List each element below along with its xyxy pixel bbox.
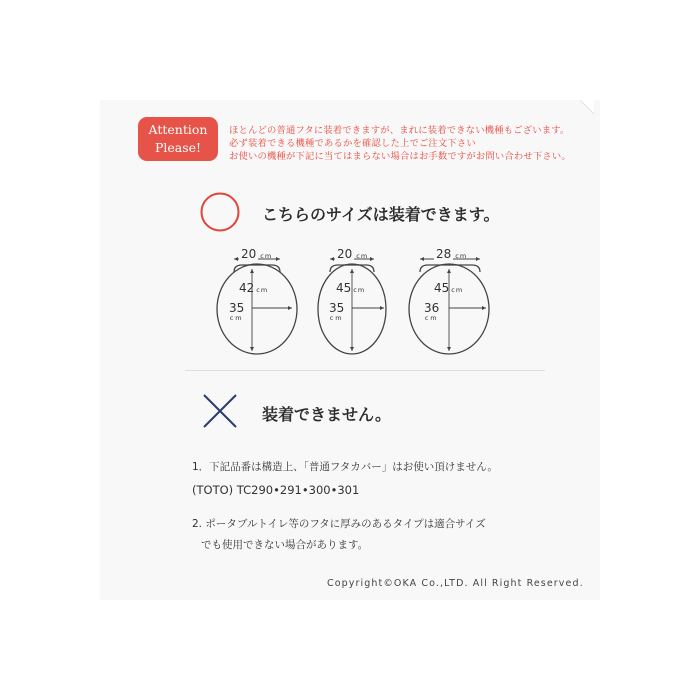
seat2-width: 20 xyxy=(337,247,353,261)
seat3-width-unit: cm xyxy=(455,252,468,260)
seat2-hinge-label xyxy=(329,302,344,322)
attention-message-1: ほとんどの普通フタに装着できますが、まれに装着できない機種もございます。 xyxy=(229,125,570,136)
seat2-hinge: 35 xyxy=(329,301,345,315)
seat1-length-unit: cm xyxy=(256,286,269,294)
seat-diagram-2 xyxy=(312,245,402,360)
attention-message-3: お使いの機種が下記に当てはまらない場合はお手数ですがお問い合わせ下さい。 xyxy=(229,151,571,162)
seat3-width: 28 xyxy=(436,247,452,261)
seat1-hinge-label xyxy=(229,302,244,322)
section-divider xyxy=(185,370,545,371)
page-curl-icon xyxy=(580,100,594,114)
seat3-length-label xyxy=(434,281,463,295)
seat1-hinge-unit: cm xyxy=(229,314,244,322)
seat1-hinge: 35 xyxy=(229,301,245,315)
note-2: 2. ポータブルトイレ等のフタに厚みのあるタイプは適合サイズ xyxy=(192,518,486,530)
seat1-length-label xyxy=(239,281,268,295)
seat3-length: 45 xyxy=(434,281,450,295)
ok-heading: こちらのサイズは装着できます。 xyxy=(262,205,500,224)
seat1-width-label xyxy=(239,247,272,261)
attention-message-2: 必ず装着できる機種であるかを確認した上でご注文下さい xyxy=(229,138,476,149)
ng-heading: 装着できません。 xyxy=(262,405,391,424)
seat3-hinge-unit: cm xyxy=(424,314,439,322)
copyright: Copyright©OKA Co.,LTD. All Right Reserved. xyxy=(327,578,584,589)
seat1-length: 42 xyxy=(239,281,255,295)
seat-outline-1 xyxy=(212,245,302,360)
seat2-hinge-unit: cm xyxy=(329,314,344,322)
seat-outline-3 xyxy=(406,245,496,360)
note-1-models: (TOTO) TC290•291•300•301 xyxy=(192,483,360,497)
attention-line1: Attention xyxy=(148,122,208,137)
seat3-width-label xyxy=(434,247,467,261)
circle-icon xyxy=(199,191,241,233)
note-1: 1．下記品番は構造上、「普通フタカバー」はお使い頂けません。 xyxy=(192,461,498,473)
seat1-width: 20 xyxy=(241,247,257,261)
seat2-width-unit: cm xyxy=(356,252,369,260)
seat-diagram-3 xyxy=(406,245,496,360)
seat2-length-unit: cm xyxy=(353,286,366,294)
attention-line2: Please! xyxy=(154,140,202,155)
note-2-cont: でも使用できない場合があります。 xyxy=(201,539,369,551)
attention-badge xyxy=(138,117,218,161)
seat-diagram-1 xyxy=(212,245,302,360)
seat3-length-unit: cm xyxy=(451,286,464,294)
seat2-width-label xyxy=(335,247,368,261)
seat-outline-2 xyxy=(312,245,402,360)
seat3-hinge-label xyxy=(424,302,439,322)
seat2-length: 45 xyxy=(336,281,352,295)
seat1-width-unit: cm xyxy=(260,252,273,260)
seat2-length-label xyxy=(336,281,365,295)
cross-icon xyxy=(201,392,239,430)
seat3-hinge: 36 xyxy=(424,301,440,315)
